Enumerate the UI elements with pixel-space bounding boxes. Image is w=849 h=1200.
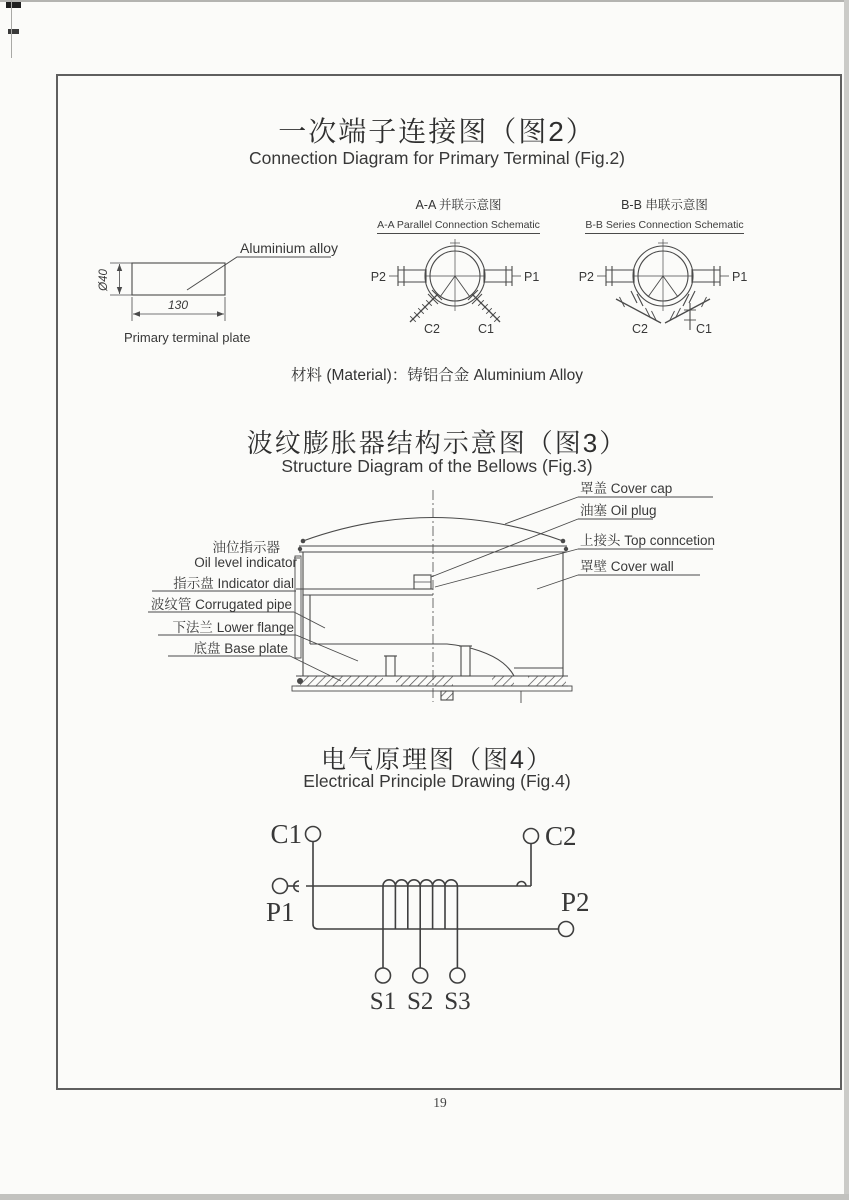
bb-schematic-heading — [582, 198, 747, 234]
scan-edge-top — [0, 0, 849, 2]
terminal-c2-label: C2 — [545, 821, 577, 851]
terminal-p2-label: P2 — [561, 887, 590, 917]
scan-edge-bottom — [0, 1194, 849, 1200]
plate-width-dimension: 130 — [167, 298, 189, 312]
terminal-s1-label: S1 — [369, 988, 397, 1015]
label-top-connection: 上接头 Top conncetion — [580, 533, 716, 548]
bb-heading-cn: B-B 串联示意图 — [621, 198, 708, 212]
terminal-s2-label: S2 — [406, 988, 434, 1015]
fig4-circuit-drawing — [255, 812, 600, 1017]
plate-height-dimension: Ø40 — [98, 269, 110, 291]
scan-artifact — [11, 0, 12, 58]
plate-caption: Primary terminal plate — [124, 330, 251, 345]
terminal-c1-label: C1 — [270, 819, 302, 849]
fig2-drawing — [90, 235, 780, 350]
fig3-bellows-drawing — [145, 478, 730, 708]
material-note: 材料 (Material)：铸铝合金 Aluminium Alloy — [291, 367, 583, 384]
label-corrugated-pipe: 波纹管 Corrugated pipe — [150, 597, 292, 612]
aa-terminal-p2-label: P2 — [370, 270, 386, 284]
aa-lead-c1-label: C1 — [478, 322, 494, 336]
label-indicator-dial: 指示盘 Indicator dial — [173, 576, 294, 591]
scan-artifact — [6, 2, 21, 8]
primary-terminal-plate-drawing — [110, 257, 331, 321]
bb-schematic-drawing — [597, 239, 729, 330]
fig3-title-en: Structure Diagram of the Bellows (Fig.3) — [281, 456, 593, 476]
label-lower-flange: 下法兰 Lower flange — [172, 620, 294, 635]
bb-lead-c1-label: C1 — [696, 322, 712, 336]
aa-lead-c2-label: C2 — [424, 322, 440, 336]
label-cover-cap: 罩盖 Cover cap — [580, 481, 673, 496]
fig3-title-cn: 波纹膨胀器结构示意图（图3） — [246, 428, 628, 458]
page-number: 19 — [433, 1095, 447, 1110]
aa-terminal-p1-label: P1 — [524, 270, 540, 284]
bb-lead-c2-label: C2 — [632, 322, 648, 336]
label-oil-plug: 油塞 Oil plug — [580, 503, 657, 518]
circuit-wires — [273, 827, 574, 984]
label-cover-wall: 罩壁 Cover wall — [580, 559, 674, 574]
plate-callout-label: Aluminium alloy — [240, 240, 339, 256]
bb-terminal-p1-label: P1 — [732, 270, 748, 284]
aa-heading-en: A-A Parallel Connection Schematic — [377, 219, 540, 234]
fig2-title-cn: 一次端子连接图（图2） — [278, 116, 596, 147]
terminal-p1-label: P1 — [266, 897, 295, 927]
fig4-title-en: Electrical Principle Drawing (Fig.4) — [303, 771, 571, 791]
aa-schematic-heading — [366, 198, 551, 234]
terminal-s3-label: S3 — [444, 988, 471, 1015]
label-base-plate: 底盘 Base plate — [193, 641, 288, 656]
scan-artifact — [8, 29, 19, 34]
fig2-title-en: Connection Diagram for Primary Terminal (Fig.2) — [248, 148, 626, 168]
bellows-body — [292, 490, 572, 703]
scan-edge-right — [844, 0, 849, 1200]
bb-terminal-p2-label: P2 — [578, 270, 594, 284]
aa-schematic-drawing — [389, 239, 521, 322]
fig4-title-cn: 电气原理图（图4） — [321, 746, 553, 774]
bb-heading-en: B-B Series Connection Schematic — [585, 219, 743, 234]
label-oil-level-indicator-cn: 油位指示器 — [212, 540, 280, 555]
label-oil-level-indicator-en: Oil level indicator — [194, 555, 297, 570]
aa-heading-cn: A-A 并联示意图 — [415, 198, 502, 212]
